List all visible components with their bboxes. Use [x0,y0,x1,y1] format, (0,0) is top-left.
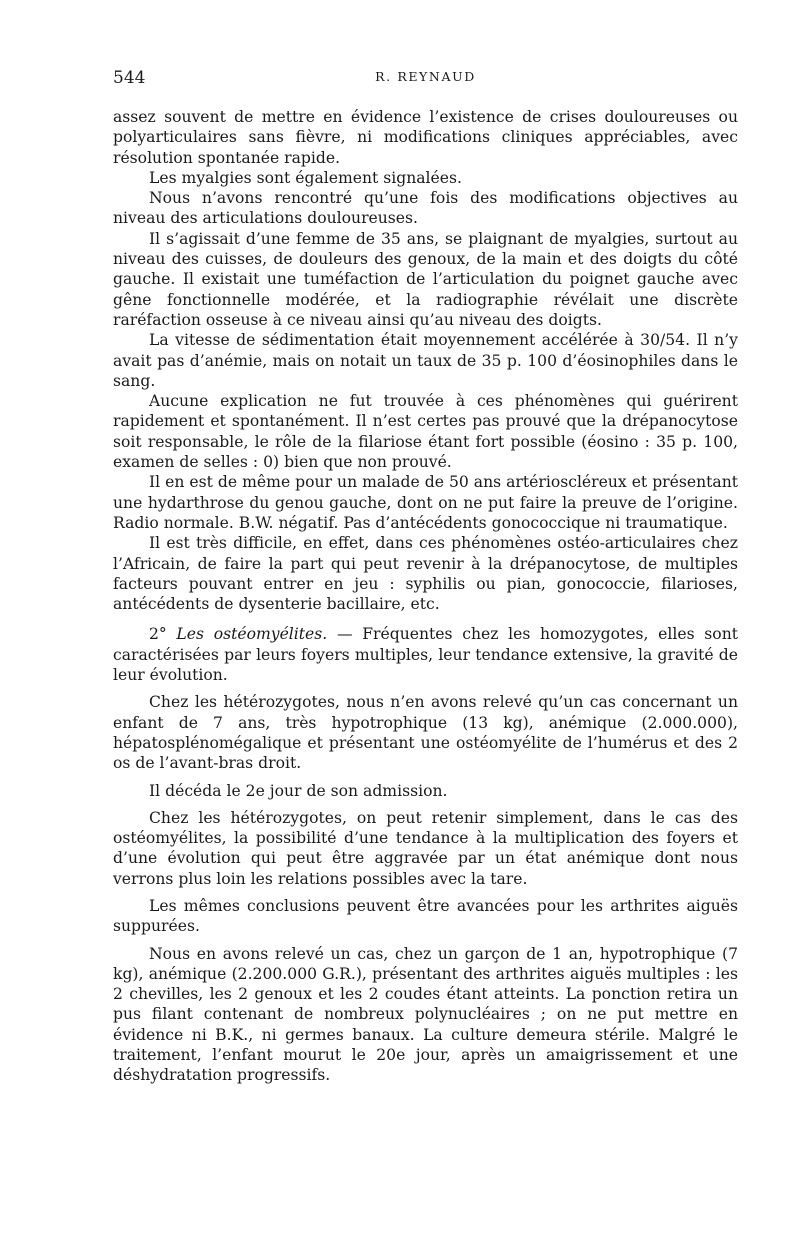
paragraph: Chez les hétérozygotes, on peut retenir simplement, dans le cas des ostéomyélites, la possibilité d’une tendance à la multiplication des foyers et d’une évolution qui peut être aggravée par un état anémique dont nous verrons plus loin les relations possibles avec la tare. [113,808,738,888]
paragraph: assez souvent de mettre en évidence l’existence de crises douloureuses ou polyarticulaires sans fièvre, ni modifications cliniques appréciables, avec résolution spontanée rapide. [113,108,738,167]
paragraph: Aucune explication ne fut trouvée à ces phénomènes qui guérirent rapidement et spontanément. Il n’est certes pas prouvé que la drépanocytose soit responsable, le rôle de la filariose étant fort possible (éosino : 35 p. 100, examen de selles : 0) bien que non prouvé. [113,392,738,472]
paragraph: Il s’agissait d’une femme de 35 ans, se plaignant de myalgies, surtout au niveau des cuisses, de douleurs des genoux, de la main et des doigts du côté gauche. Il existait une tuméfaction de l’articulation du poignet gauche avec gêne fonctionnelle modérée, et la radiographie révélait une discrète raréfaction osseuse à ce niveau ainsi qu’au niveau des doigts. [113,229,738,329]
section-number: 2° [149,625,167,644]
section-osteomyelites [113,624,738,685]
paragraph: Les myalgies sont également signalées. [149,168,462,187]
paragraph: Il est très difficile, en effet, dans ces phénomènes ostéo-articulaires chez l’Africain, de faire la part qui peut revenir à la drépanocytose, de multiples facteurs pouvant entrer en jeu : syphilis ou pian, gonococcie, filarioses, antécédents de dysenterie bacillaire, etc. [113,534,738,614]
paragraph: Les mêmes conclusions peuvent être avancées pour les arthrites aiguës suppurées. [113,896,738,936]
paragraph: La vitesse de sédimentation était moyennement accélérée à 30/54. Il n’y avait pas d’anémie, mais on notait un taux de 35 p. 100 d’éosinophiles dans le sang. [113,331,738,390]
paragraph: Nous en avons relevé un cas, chez un garçon de 1 an, hypotrophique (7 kg), anémique (2.200.000 G.R.), présentant des arthrites aiguës multiples : les 2 chevilles, les 2 genoux et les 2 coudes étant atteints. La ponction retira un pus filant contenant de nombreux polynucléaires ; on ne put mettre en évidence ni B.K., ni germes banaux. La culture demeura stérile. Malgré le traitement, l’enfant mourut le 20e jour, après un amaigrissement et une déshydratation progressifs. [113,944,738,1085]
section-dash: — [336,625,353,644]
running-head: R. REYNAUD [375,69,476,84]
body-text [113,107,738,1086]
section-text: Fréquentes chez les homozygotes, elles sont caractérisées par leurs foyers multiples, leur tendance extensive, la gravité de leur évolution. [113,625,739,685]
paragraph: Nous n’avons rencontré qu’une fois des modifications objectives au niveau des articulations douloureuses. [113,189,738,228]
paragraph: Il décéda le 2e jour de son admission. [149,781,448,800]
paragraph: Chez les hétérozygotes, nous n’en avons relevé qu’un cas concernant un enfant de 7 ans, très hypotrophique (13 kg), anémique (2.000.000), hépatosplénomégalique et présentant une ostéomyélite de l’humérus et des 2 os de l’avant-bras droit. [113,693,738,773]
paragraph: Il en est de même pour un malade de 50 ans artérioscléreux et présentant une hydarthrose du genou gauche, dont on ne put faire la preuve de l’origine. Radio normale. B.W. négatif. Pas d’antécédents gonococcique ni traumatique. [113,473,738,532]
page-number: 544 [113,68,146,88]
page-header [113,68,738,90]
section-title: Les ostéomyélites. [176,625,328,644]
